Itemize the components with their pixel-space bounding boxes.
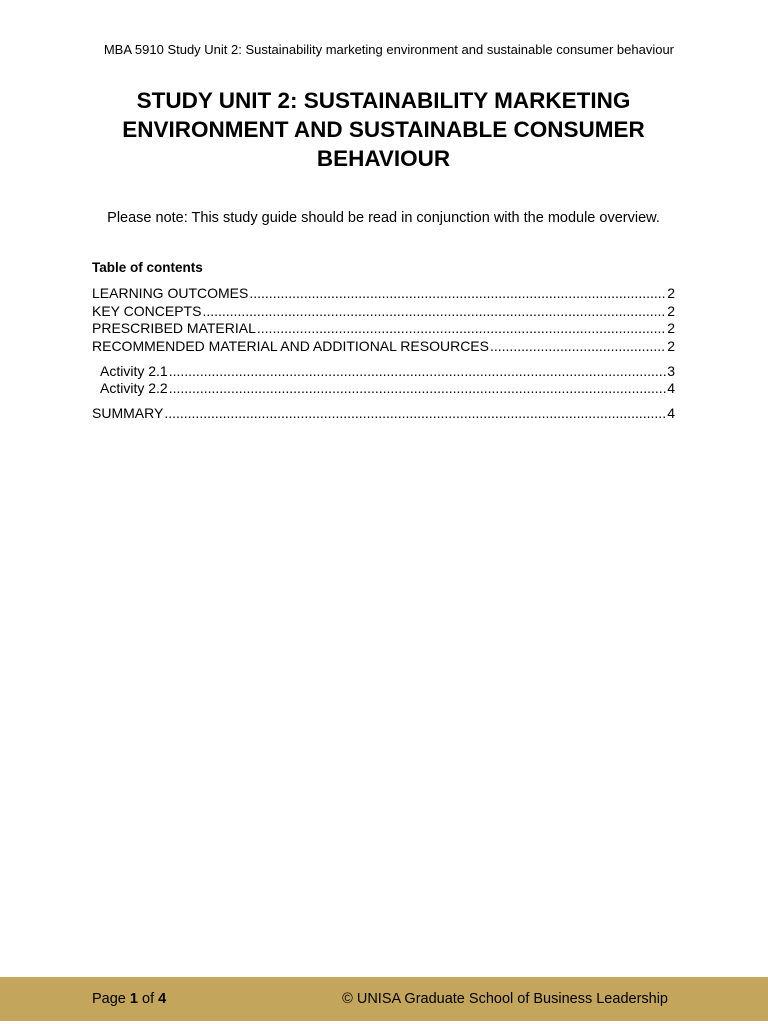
toc-entry-page: 2 [667,337,675,354]
toc-entry-label: RECOMMENDED MATERIAL AND ADDITIONAL RESOURCES [92,337,489,354]
toc-entry-label: SUMMARY [92,405,164,421]
toc-leader-dots [169,380,667,398]
toc-entry-activity-2-2[interactable] [92,380,675,398]
toc-entry-recommended-material[interactable] [92,338,675,356]
page-title [92,86,675,173]
toc-entry-label: LEARNING OUTCOMES [92,285,249,301]
footer-page-number [92,991,166,1007]
toc-entry-key-concepts[interactable] [92,303,675,321]
footer-current-page: 1 [129,991,138,1007]
toc-entry-page: 2 [667,320,675,336]
toc-entry-page: 4 [667,405,675,421]
toc-entry-page: 2 [667,285,675,301]
footer-page-prefix: Page [92,991,126,1007]
toc-leader-dots [257,320,666,338]
toc-entry-page: 3 [667,362,675,379]
toc-leader-dots [249,285,666,303]
footer-band [0,977,768,1021]
toc-entry-activity-2-1[interactable] [92,363,675,381]
toc-heading: Table of contents [92,260,203,275]
toc-entry-label: Activity 2.2 [100,380,168,396]
table-of-contents [92,285,675,423]
toc-entry-summary[interactable] [92,405,675,423]
title-line-2: ENVIRONMENT AND SUSTAINABLE CONSUMER [122,117,645,142]
toc-leader-dots [164,405,666,423]
running-header: MBA 5910 Study Unit 2: Sustainability marketing environment and sustainable consumer behaviour [103,42,674,57]
footer-total-pages: 4 [158,991,167,1007]
toc-leader-dots [202,303,666,321]
toc-entry-label: KEY CONCEPTS [92,302,202,319]
toc-leader-dots [490,338,666,356]
toc-leader-dots [169,363,667,381]
title-line-1: STUDY UNIT 2: SUSTAINABILITY MARKETING [136,88,631,113]
footer-page-of: of [142,991,155,1007]
toc-entry-label: Activity 2.1 [100,362,168,379]
toc-entry-page: 2 [667,302,675,319]
toc-entry-prescribed-material[interactable] [92,320,675,338]
toc-entry-label: PRESCRIBED MATERIAL [92,320,256,336]
note-text: Please note: This study guide should be read in conjunction with the module overview. [107,210,660,226]
toc-entry-page: 4 [667,380,675,396]
title-line-3: BEHAVIOUR [316,146,451,171]
footer-copyright: © UNISA Graduate School of Business Leadership [342,991,668,1007]
toc-entry-learning-outcomes[interactable] [92,285,675,303]
